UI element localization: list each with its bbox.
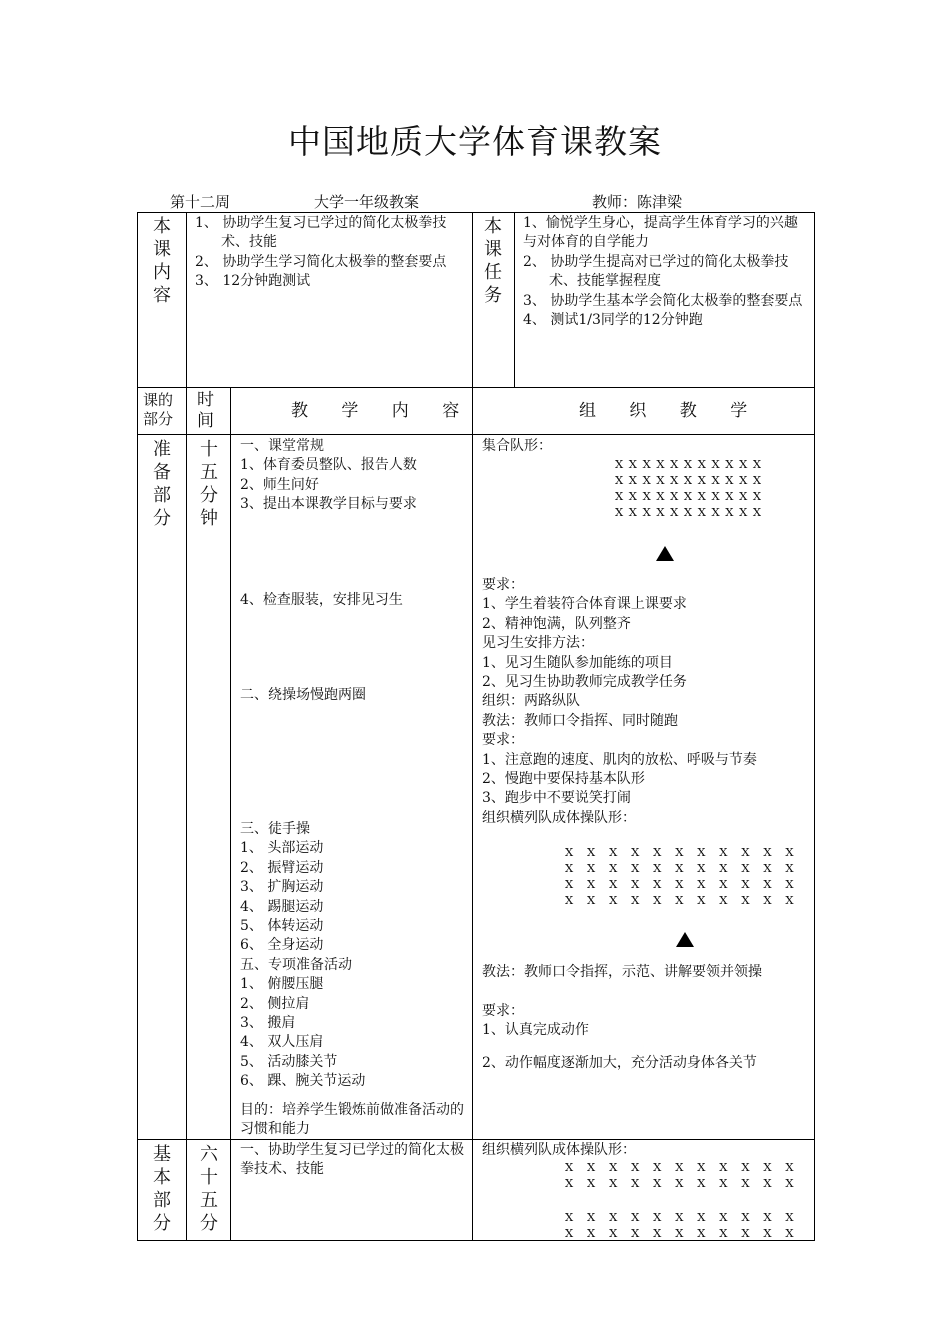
row-divider-header [137, 387, 815, 388]
text-line: 1、 俯腰压腿 [240, 976, 324, 993]
prep-org-req-2: 2、动作幅度逐渐加大，充分活动身体各关节 [482, 1055, 757, 1071]
content-item: 1、 协助学生复习已学过的简化太极拳技术、技能 [195, 215, 447, 251]
prep-content-check: 4、检查服装，安排见习生 [240, 592, 403, 608]
formation-row: X X X X X X X X X X X [565, 893, 799, 907]
formation-grid-basic-2 [565, 1209, 799, 1241]
text-line: 2、 侧拉肩 [240, 995, 310, 1012]
formation-row: X X X X X X X X X X X [565, 1226, 799, 1240]
col-header-time [197, 390, 221, 432]
prep-org-req [482, 1002, 808, 1041]
formation-row: X X X X X X X X X X X [565, 845, 799, 859]
content-label [148, 215, 176, 307]
week-label: 第十二周 [170, 193, 231, 211]
text-line: 1、体育委员整队、报告人数 [240, 457, 417, 474]
teacher-triangle-icon [656, 546, 674, 561]
page-title: 中国地质大学体育课教案 [288, 122, 662, 161]
task-list [523, 214, 809, 330]
text-line: 一、课堂常规 [240, 438, 324, 454]
prep-content-goal: 目的：培养学生锻炼前做准备活动的习惯和能力 [240, 1102, 464, 1138]
text-line: 4、 双人压肩 [240, 1034, 324, 1051]
basic-content: 一、协助学生复习已学过的简化太极拳技术、技能 [240, 1142, 464, 1178]
content-item: 2、 协助学生学习简化太极拳的整套要点 [195, 253, 447, 270]
text-line: 1、学生着装符合体育课上课要求 [482, 596, 687, 613]
teacher-label: 教师：陈津梁 [592, 193, 683, 211]
text-line: 2、 振臂运动 [240, 859, 324, 876]
border-top [137, 212, 815, 213]
text-line: 1、见习生随队参加能练的项目 [482, 654, 673, 671]
text-line: 5、 活动膝关节 [240, 1053, 338, 1070]
text-line: 2、精神饱满，队列整齐 [482, 615, 631, 632]
col-header-time-text: 时间 [197, 390, 214, 431]
content-label-text: 本课内容 [153, 216, 171, 306]
teacher-triangle-icon [676, 932, 694, 947]
text-line: 2、见习生协助教师完成教学任务 [482, 674, 687, 691]
text-line: 要求： [482, 732, 524, 749]
col-header-content: 教 学 内 容 [291, 401, 474, 421]
text-line: 要求： [482, 577, 524, 593]
text-line: 2、师生问好 [240, 476, 319, 493]
basic-formation-label: 组织横列队成体操队形： [482, 1142, 636, 1158]
col-divider-time [230, 387, 231, 1241]
text-line: 2、慢跑中要保持基本队形 [482, 771, 645, 788]
text-line: 3、提出本课教学目标与要求 [240, 496, 417, 513]
formation-grid-exercise [565, 844, 799, 908]
text-line: 6、 踝、腕关节运动 [240, 1073, 366, 1090]
col-header-part [143, 391, 183, 429]
row-divider-columns [137, 434, 815, 435]
text-line: 6、 全身运动 [240, 937, 324, 954]
content-list [195, 214, 467, 292]
basic-part-label [148, 1143, 176, 1235]
col-header-part-text: 课的部分 [143, 391, 174, 428]
prep-org-method: 教法：教师口令指挥，示范、讲解要领并领操 [482, 964, 762, 980]
basic-time-label [195, 1143, 223, 1235]
formation-grid-assembly [615, 456, 767, 520]
basic-time-text: 六十五分 [200, 1144, 218, 1234]
prep-content-jog: 二、绕操场慢跑两圈 [240, 687, 366, 703]
text-line: 教法：教师口令指挥、同时随跑 [482, 712, 678, 729]
formation-row: X X X X X X X X X X X [565, 1176, 799, 1190]
text-line: 4、 踢腿运动 [240, 898, 324, 915]
content-item: 3、 12分钟跑测试 [195, 273, 311, 290]
text-line: 1、注意跑的速度、肌肉的放松、呼吸与节奏 [482, 751, 757, 768]
text-line: 3、 扩胸运动 [240, 879, 324, 896]
text-line: 3、 搬肩 [240, 1015, 296, 1032]
border-right [814, 212, 815, 1241]
text-line: 要求： [482, 1003, 524, 1019]
task-item: 2、 协助学生提高对已学过的简化太极拳技术、技能掌握程度 [523, 253, 789, 290]
task-item: 1、愉悦学生身心，提高学生体育学习的兴趣与对体育的自学能力 [523, 215, 798, 251]
formation-row: XXXXXXXXXXX [615, 473, 767, 487]
formation-row: XXXXXXXXXXX [615, 489, 767, 503]
border-left [137, 212, 138, 1241]
task-item: 3、 协助学生基本学会简化太极拳的整套要点 [523, 292, 803, 309]
text-line: 1、 头部运动 [240, 840, 324, 857]
text-line: 1、认真完成动作 [482, 1022, 589, 1039]
assembly-formation-label: 集合队形： [482, 438, 552, 454]
formation-row: XXXXXXXXXXX [615, 505, 767, 519]
task-label-text: 本课任务 [484, 216, 502, 306]
formation-row: X X X X X X X X X X X [565, 861, 799, 875]
grade-label: 大学一年级教案 [314, 193, 420, 211]
prep-time-label [195, 438, 223, 530]
formation-row: X X X X X X X X X X X [565, 1160, 799, 1174]
basic-part-text: 基本部分 [153, 1144, 171, 1234]
text-line: 组织：两路纵队 [482, 693, 580, 710]
col-divider-task [514, 212, 515, 387]
row-divider-basic [137, 1139, 815, 1140]
formation-row: X X X X X X X X X X X [565, 1210, 799, 1224]
formation-grid-basic-1 [565, 1159, 799, 1191]
task-label [479, 215, 507, 307]
col-divider-part [186, 212, 187, 1241]
text-line: 3、跑步中不要说笑打闹 [482, 790, 631, 807]
col-divider-org [472, 212, 473, 1241]
text-line: 三、徒手操 [240, 821, 310, 837]
prep-content-exercises [240, 820, 468, 1092]
prep-content-routine [240, 437, 468, 515]
prep-part-label [148, 438, 176, 530]
col-header-org: 组 织 教 学 [579, 401, 762, 421]
formation-row: X X X X X X X X X X X [565, 877, 799, 891]
prep-org-requirements [482, 576, 808, 828]
text-line: 组织横列队成体操队形： [482, 809, 636, 826]
formation-row: XXXXXXXXXXX [615, 457, 767, 471]
task-item: 4、 测试1/3同学的12分钟跑 [523, 312, 703, 329]
text-line: 五、专项准备活动 [240, 956, 352, 973]
lesson-plan-table [137, 212, 815, 1241]
prep-time-text: 十五分钟 [200, 439, 218, 529]
prep-part-text: 准备部分 [153, 439, 171, 529]
text-line: 5、 体转运动 [240, 918, 324, 935]
text-line: 见习生安排方法： [482, 635, 594, 652]
